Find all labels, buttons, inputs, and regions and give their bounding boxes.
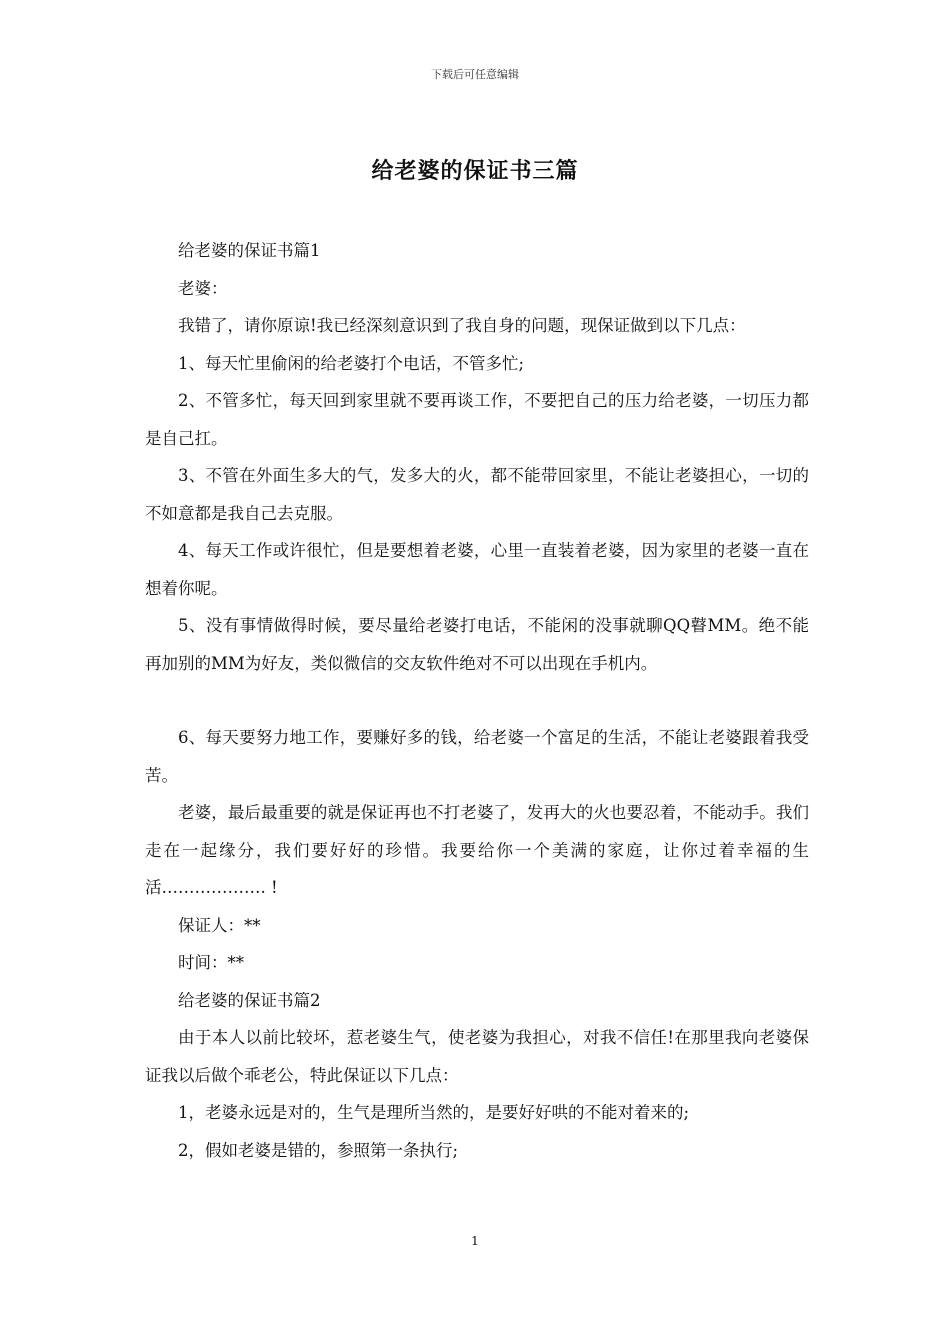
- closing-paragraph: 老婆，最后最重要的就是保证再也不打老婆了，发再大的火也要忍着，不能动手。我们走在一起缘分，我们要好好的珍惜。我要给你一个美满的家庭，让你过着幸福的生活………………. !: [145, 803, 809, 897]
- intro-paragraph: 我错了，请你原谅!我已经深刻意识到了我自身的问题，现保证做到以下几点：: [178, 316, 746, 335]
- promise-item-1: 1、每天忙里偷闲的给老婆打个电话，不管多忙;: [178, 353, 525, 373]
- promise-item-2: 2、不管多忙，每天回到家里就不要再谈工作，不要把自己的压力给老婆，一切压力都是自己扛。: [145, 391, 809, 448]
- guarantor-line: 保证人：**: [178, 915, 261, 935]
- section-heading-1: 给老婆的保证书篇1: [178, 241, 321, 260]
- document-body: [145, 232, 809, 1169]
- promise-item-3: 3、不管在外面生多大的气，发多大的火，都不能带回家里，不能让老婆担心，一切的不如意都是我自己去克服。: [145, 466, 809, 523]
- section-heading-2: 给老婆的保证书篇2: [178, 990, 321, 1010]
- section-2-item-2: 2，假如老婆是错的，参照第一条执行;: [178, 1140, 459, 1160]
- promise-item-5: 5、没有事情做得时候，要尽量给老婆打电话，不能闲的没事就聊QQ瞽MM。绝不能再加别的MM为好友，类似微信的交友软件绝对不可以出现在手机内。: [145, 616, 809, 673]
- salutation: 老婆：: [178, 278, 228, 298]
- date-line: 时间：**: [178, 953, 244, 972]
- section-2-item-1: 1，老婆永远是对的，生气是理所当然的，是要好好哄的不能对着来的;: [178, 1103, 690, 1122]
- page-number: 1: [471, 1234, 479, 1248]
- promise-item-4: 4、每天工作或许很忙，但是要想着老婆，心里一直装着老婆，因为家里的老婆一直在想着你呢。: [145, 541, 809, 598]
- blank-line: [145, 682, 809, 719]
- promise-item-6: 6、每天要努力地工作，要赚好多的钱，给老婆一个富足的生活，不能让老婆跟着我受苦。: [145, 728, 809, 785]
- section-2-intro: 由于本人以前比较坏，惹老婆生气，使老婆为我担心，对我不信任!在那里我向老婆保证我以后做个乖老公，特此保证以下几点：: [145, 1028, 809, 1085]
- header-note: 下载后可任意编辑: [431, 68, 519, 81]
- document-title: 给老婆的保证书三篇: [371, 158, 579, 184]
